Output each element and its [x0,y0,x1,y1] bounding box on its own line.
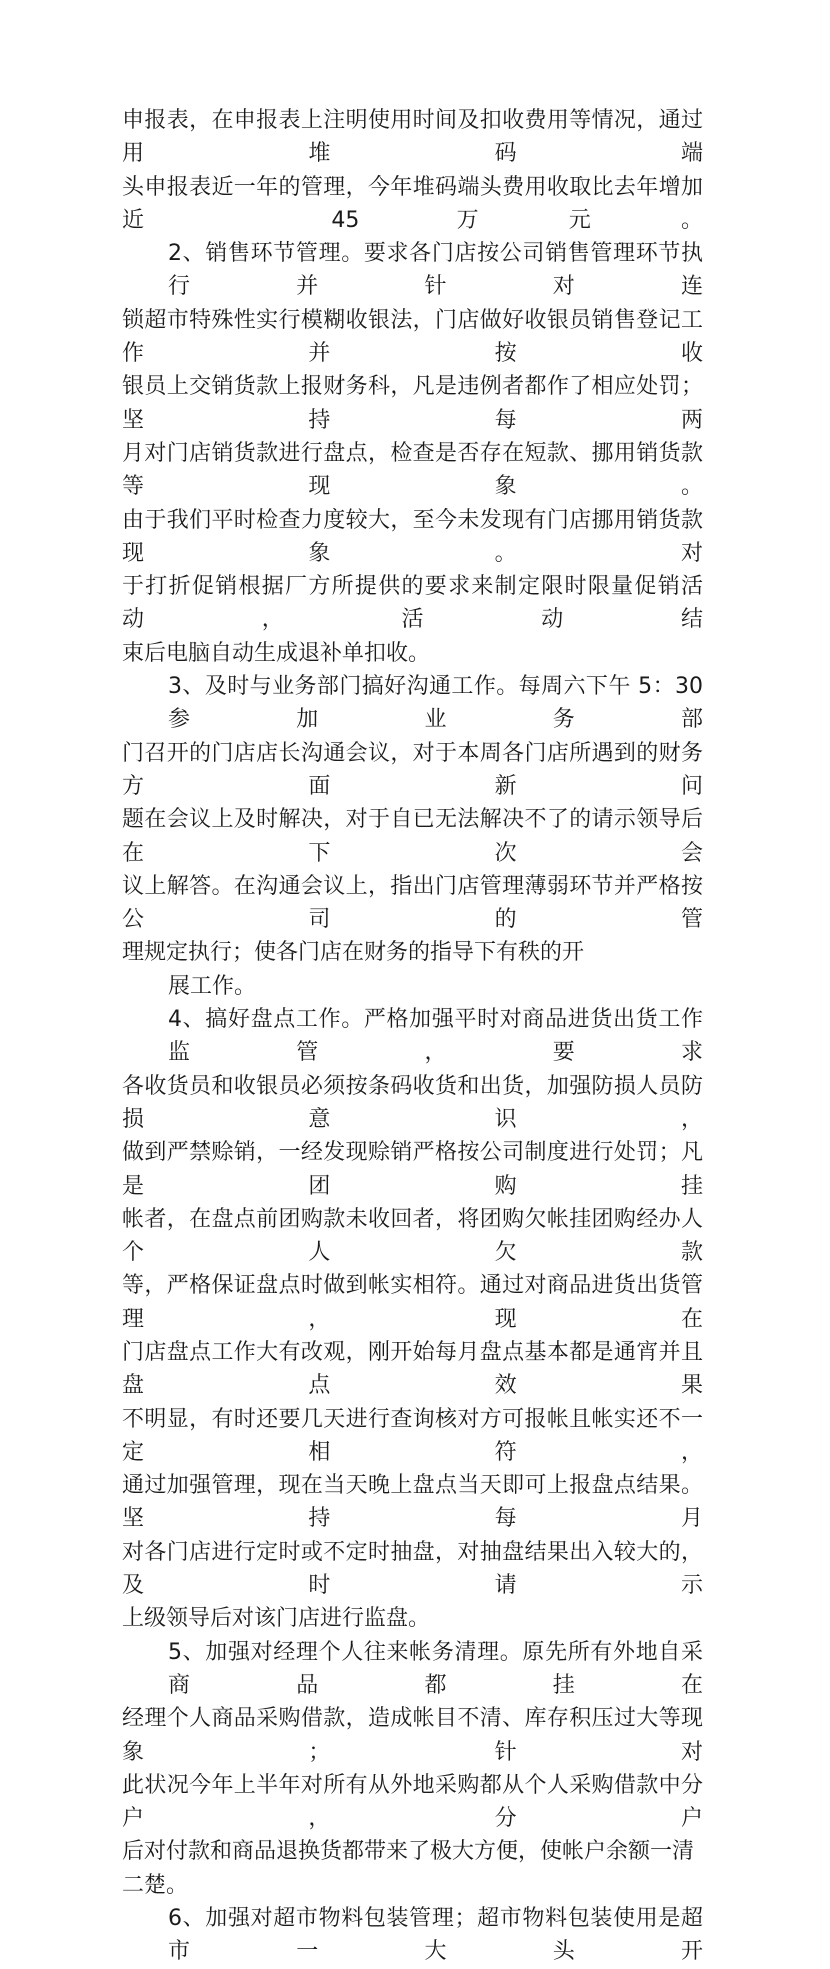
text-line: 各收货员和收银员必须按条码收货和出货，加强防损人员防损意识， [122,1073,703,1132]
text-line: 展工作。 [168,973,257,999]
text-line: 2、销售环节管理。要求各门店按公司销售管理环节执行并针对连 [168,241,703,300]
text-line: 后对付款和商品退换货都带来了极大方便，使帐户余额一清二楚。 [122,1839,695,1898]
document-body [122,104,703,1969]
text-line: 门召开的门店店长沟通会议，对于本周各门店所遇到的财务方面新问 [122,740,703,799]
text-line: 上级领导后对该门店进行监盘。 [122,1606,431,1632]
text-line: 束后电脑自动生成退补单扣收。 [122,640,431,666]
text-line: 题在会议上及时解决，对于自已无法解决不了的请示领导后在下次会 [122,807,703,866]
text-line: 经理个人商品采购借款，造成帐目不清、库存积压过大等现象；针对 [122,1706,703,1765]
text-line: 4、搞好盘点工作。严格加强平时对商品进货出货工作监管，要求 [168,1007,703,1066]
text-line: 通过加强管理，现在当天晚上盘点当天即可上报盘点结果。坚持每月 [122,1473,703,1532]
text-line: 帐者，在盘点前团购款未收回者，将团购欠帐挂团购经办人个人欠款 [122,1206,703,1266]
text-line: 头申报表近一年的管理，今年堆码端头费用收取比去年增加近 45 万元。 [122,174,703,233]
text-line: 月对门店销货款进行盘点，检查是否存在短款、挪用销货款等现象。 [122,440,703,500]
text-line: 3、及时与业务部门搞好沟通工作。每周六下午 5：30 参加业务部 [168,674,703,733]
text-line: 理规定执行；使各门店在财务的指导下有秩的开 [122,940,585,966]
text-line: 门店盘点工作大有改观，刚开始每月盘点基本都是通宵并且盘点效果 [122,1339,703,1399]
text-line: 6、加强对超市物料包装管理；超市物料包装使用是超市一大头开 [168,1906,703,1965]
text-line: 由于我们平时检查力度较大，至今未发现有门店挪用销货款现象。对 [122,507,703,566]
text-line: 此状况今年上半年对所有从外地采购都从个人采购借款中分户，分户 [122,1772,703,1832]
text-line: 银员上交销货款上报财务科，凡是违例者都作了相应处罚；坚持每两 [122,374,703,433]
text-line: 对各门店进行定时或不定时抽盘，对抽盘结果出入较大的，及时请示 [122,1539,703,1599]
text-line: 5、加强对经理个人往来帐务清理。原先所有外地自采商品都挂在 [168,1639,703,1698]
text-line: 申报表，在申报表上注明使用时间及扣收费用等情况，通过用堆码端 [122,108,703,167]
text-line: 等，严格保证盘点时做到帐实相符。通过对商品进货出货管理，现在 [122,1273,703,1332]
text-line: 于打折促销根据厂方所提供的要求来制定限时限量促销活动，活动结 [122,574,703,633]
text-line: 不明显，有时还要几天进行查询核对方可报帐且帐实还不一定相符， [122,1406,703,1465]
text-line: 做到严禁赊销，一经发现赊销严格按公司制度进行处罚；凡是团购挂 [122,1140,703,1199]
text-line: 锁超市特殊性实行模糊收银法，门店做好收银员销售登记工作并按收 [122,307,703,367]
text-line: 议上解答。在沟通会议上，指出门店管理薄弱环节并严格按公司的管 [122,873,703,933]
